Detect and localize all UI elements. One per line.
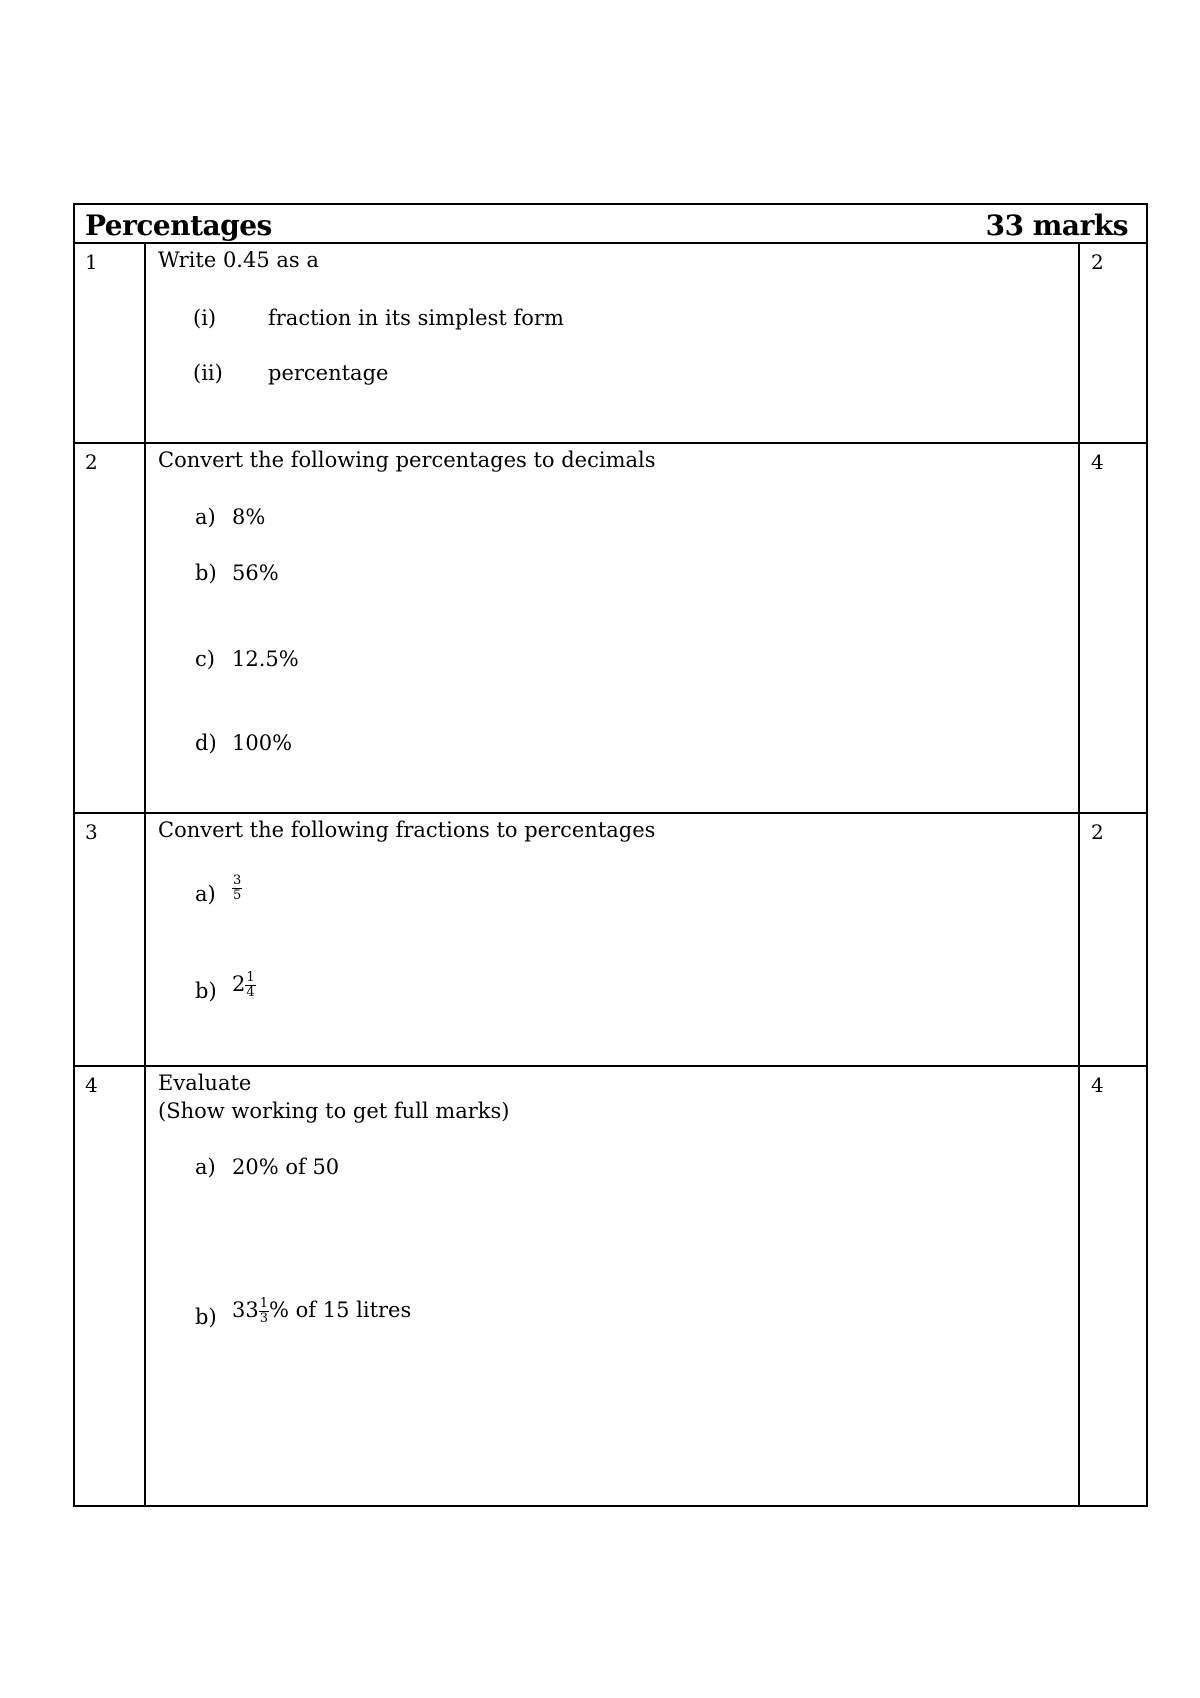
question-number: 2 — [85, 450, 98, 474]
part-fraction — [232, 1297, 411, 1326]
fraction — [232, 874, 242, 903]
fraction-whole: 2 — [232, 972, 246, 996]
column-divider — [1078, 242, 1080, 1505]
part-label: b) — [195, 561, 217, 585]
row-divider — [75, 1065, 1146, 1067]
fraction — [245, 971, 255, 1000]
part-label: a) — [195, 882, 216, 906]
question-marks: 4 — [1091, 1073, 1104, 1097]
part-label: c) — [195, 647, 215, 671]
question-prompt: Write 0.45 as a — [158, 248, 319, 272]
part-label: b) — [195, 979, 217, 1003]
question-marks: 2 — [1091, 250, 1104, 274]
part-label: (ii) — [193, 361, 223, 385]
part-label: a) — [195, 1155, 216, 1179]
part-text: 56% — [232, 561, 279, 585]
fraction-whole: 33 — [232, 1298, 259, 1322]
question-marks: 4 — [1091, 450, 1104, 474]
part-text: 12.5% — [232, 647, 299, 671]
question-number: 1 — [85, 250, 98, 274]
part-text: 100% — [232, 731, 293, 755]
fraction-denominator: 5 — [233, 888, 242, 903]
part-text: 20% of 50 — [232, 1155, 340, 1179]
part-label: a) — [195, 505, 216, 529]
row-divider — [75, 812, 1146, 814]
question-prompt: Convert the following fractions to percentages — [158, 818, 656, 842]
header-divider — [75, 242, 1146, 244]
fraction — [259, 1297, 269, 1326]
row-divider — [75, 442, 1146, 444]
part-text: 8% — [232, 505, 266, 529]
part-fraction — [232, 874, 242, 903]
question-table — [73, 203, 1148, 1507]
fraction-denominator: 3 — [259, 1311, 269, 1326]
fraction-denominator: 4 — [246, 985, 255, 1000]
fraction-numerator: 3 — [233, 873, 242, 888]
question-prompt: Evaluate — [158, 1071, 252, 1095]
question-marks: 2 — [1091, 820, 1104, 844]
part-label: (i) — [193, 306, 217, 330]
fraction-numerator: 1 — [259, 1296, 269, 1311]
part-text: percentage — [268, 361, 389, 385]
fraction-numerator: 1 — [246, 970, 255, 985]
question-note: (Show working to get full marks) — [158, 1099, 510, 1123]
part-label: d) — [195, 731, 217, 755]
part-fraction — [232, 971, 256, 1000]
section-title: Percentages — [85, 209, 272, 242]
fraction-suffix: % of 15 litres — [269, 1298, 412, 1322]
question-number: 3 — [85, 820, 98, 844]
question-number: 4 — [85, 1073, 98, 1097]
question-prompt: Convert the following percentages to decimals — [158, 448, 656, 472]
part-label: b) — [195, 1305, 217, 1329]
part-text: fraction in its simplest form — [268, 306, 564, 330]
column-divider — [144, 242, 146, 1505]
total-marks: 33 marks — [985, 209, 1128, 242]
